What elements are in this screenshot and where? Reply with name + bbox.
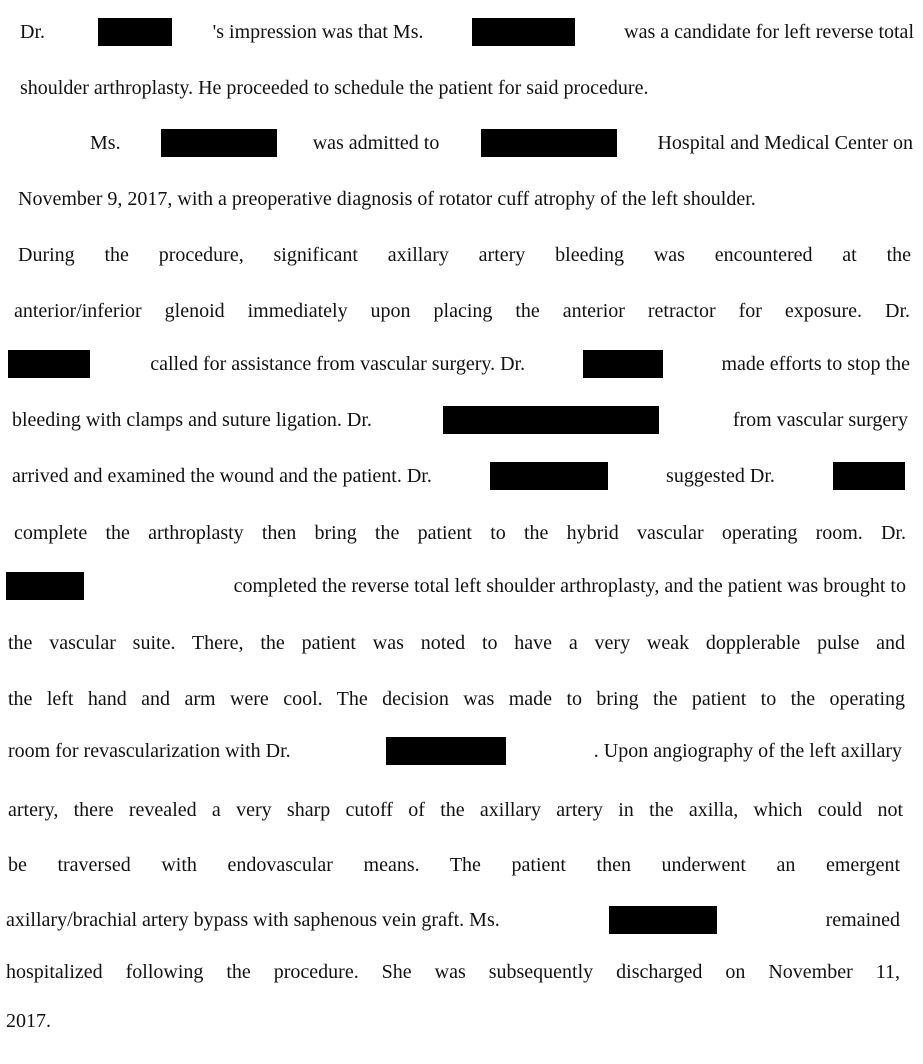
- text-line: [18, 184, 913, 214]
- text-segment: made efforts to stop the: [721, 353, 910, 375]
- text-line: [8, 850, 900, 880]
- text-segment: anterior/inferior glenoid immediately upon placing the anterior retractor for exposure. Dr.: [14, 300, 910, 322]
- text-segment: shoulder arthroplasty. He proceeded to schedule the patient for said procedure.: [20, 77, 649, 99]
- text-line: [6, 571, 906, 601]
- redaction-block: [583, 350, 663, 378]
- text-segment: from vascular surgery: [732, 409, 908, 431]
- text-segment: complete the arthroplasty then bring the patient to the hybrid vascular operating room. Dr.: [14, 522, 906, 544]
- text-segment: arrived and examined the wound and the patient. Dr.: [12, 465, 432, 487]
- redaction-block: [6, 572, 84, 600]
- text-line: [14, 518, 906, 548]
- redaction-block: [490, 462, 608, 490]
- text-line: [8, 349, 910, 379]
- text-segment: axillary/brachial artery bypass with saphenous vein graft. Ms.: [6, 909, 500, 931]
- text-line: [8, 736, 902, 766]
- text-segment: was a candidate for left reverse total: [624, 21, 914, 43]
- text-line: [6, 1006, 106, 1036]
- text-segment: called for assistance from vascular surgery. Dr.: [150, 353, 526, 375]
- text-segment: remained: [825, 909, 900, 931]
- redaction-block: [98, 18, 172, 46]
- redaction-block: [443, 406, 659, 434]
- text-segment: bleeding with clamps and suture ligation. Dr.: [12, 409, 372, 431]
- text-segment: the left hand and arm were cool. The decision was made to bring the patient to the operating: [8, 688, 905, 710]
- text-segment: During the procedure, significant axillary artery bleeding was encountered at the: [18, 244, 911, 266]
- text-segment: Ms.: [90, 132, 121, 154]
- text-line: [20, 73, 800, 103]
- text-line: [8, 684, 905, 714]
- text-segment: . Upon angiography of the left axillary: [593, 740, 902, 762]
- redaction-block: [481, 129, 617, 157]
- text-line: [90, 128, 913, 158]
- text-segment: 's impression was that Ms.: [212, 21, 424, 43]
- text-segment: the vascular suite. There, the patient was noted to have a very weak dopplerable pulse and: [8, 632, 905, 654]
- text-line: [8, 795, 903, 825]
- text-segment: November 9, 2017, with a preoperative diagnosis of rotator cuff atrophy of the left shoulder.: [18, 188, 756, 210]
- redaction-block: [161, 129, 277, 157]
- text-segment: was admitted to: [312, 132, 440, 154]
- redaction-block: [833, 462, 905, 490]
- text-line: [8, 628, 905, 658]
- text-segment: hospitalized following the procedure. She was subsequently discharged on November 11,: [6, 961, 900, 983]
- text-line: [6, 957, 900, 987]
- text-segment: be traversed with endovascular means. The patient then underwent an emergent: [8, 854, 900, 876]
- redaction-block: [472, 18, 575, 46]
- text-line: [20, 17, 914, 47]
- text-segment: room for revascularization with Dr.: [8, 740, 291, 762]
- text-segment: completed the reverse total left shoulder arthroplasty, and the patient was brought to: [233, 575, 906, 597]
- redaction-block: [609, 906, 717, 934]
- text-line: [18, 240, 911, 270]
- text-segment: 2017.: [6, 1010, 51, 1032]
- text-line: [12, 405, 908, 435]
- text-segment: artery, there revealed a very sharp cutoff of the axillary artery in the axilla, which could not: [8, 799, 903, 821]
- text-line: [12, 461, 905, 491]
- text-segment: Hospital and Medical Center on: [657, 132, 913, 154]
- redaction-block: [386, 737, 506, 765]
- text-line: [6, 905, 900, 935]
- text-line: [14, 296, 910, 326]
- text-segment: Dr.: [20, 21, 45, 43]
- redaction-block: [8, 350, 90, 378]
- text-segment: suggested Dr.: [666, 465, 775, 487]
